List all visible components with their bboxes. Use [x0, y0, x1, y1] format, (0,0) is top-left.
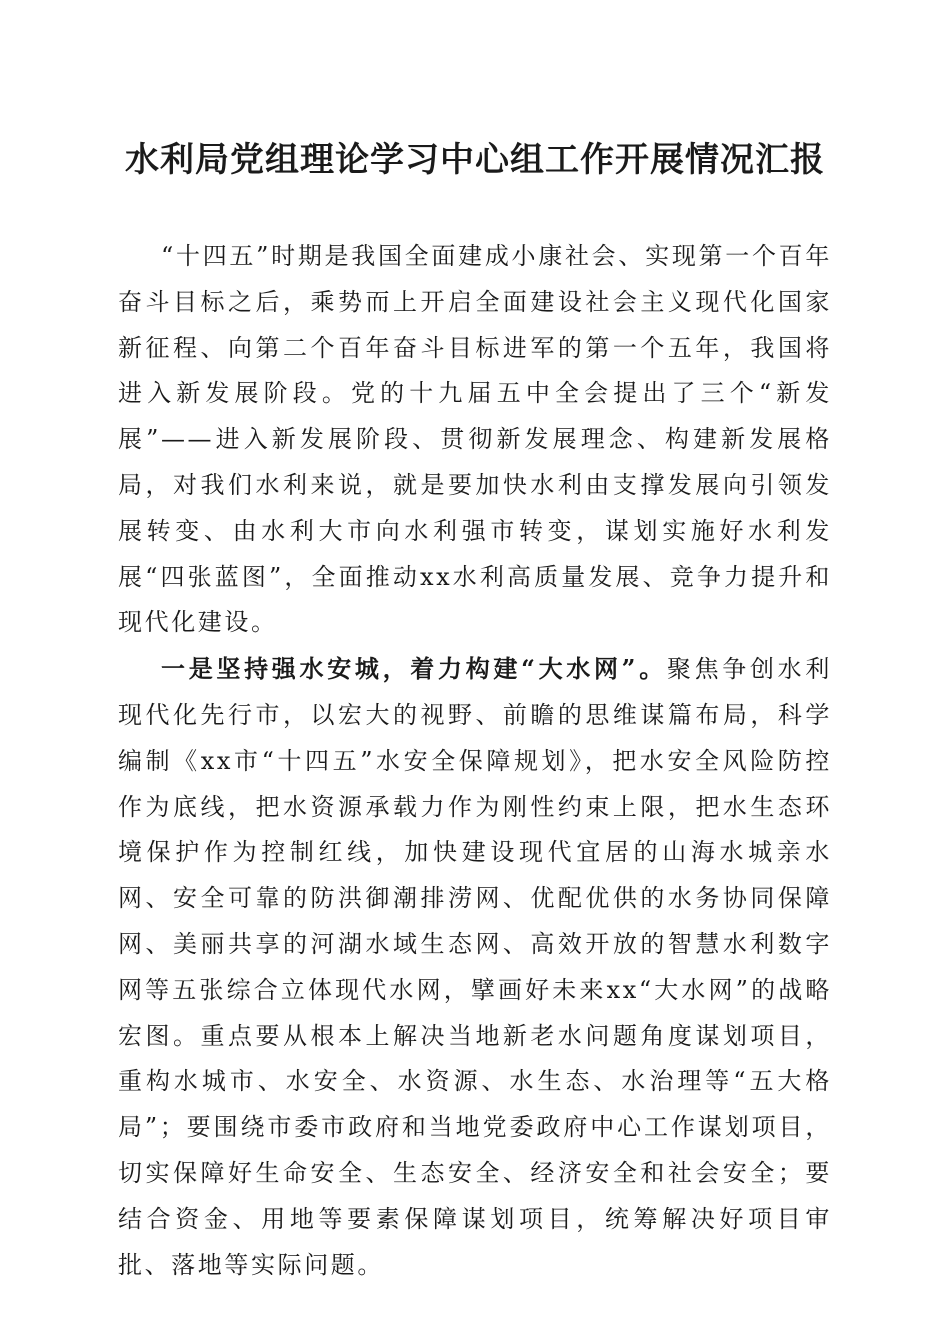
- intro-paragraph: [118, 233, 832, 646]
- paragraph-text: 聚焦争创水利现代化先行市，以宏大的视野、前瞻的思维谋篇布局，科学编制《xx市“十四五”水安全保障规划》，把水安全风险防控作为底线，把水资源承载力作为刚性约束上限，把水生态环境保护作为控制红线，加快建设现代宜居的山海水城亲水网、安全可靠的防洪御潮排涝网、优配优供的水务协同保障网、美丽共享的河湖水域生态网、高效开放的智慧水利数字网等五张综合立体现代水网，擘画好未来xx“大水网”的战略宏图。重点要从根本上解决当地新老水问题角度谋划项目，重构水城市、水安全、水资源、水生态、水治理等“五大格局”；要围绕市委市政府和当地党委政府中心工作谋划项目，切实保障好生命安全、生态安全、经济安全和社会安全；要结合资金、用地等要素保障谋划项目，统筹解决好项目审批、落地等实际问题。: [118, 655, 832, 1279]
- document-body: [118, 233, 832, 1288]
- section-one-paragraph: [118, 646, 832, 1288]
- section-one-heading: 一是坚持强水安城，着力构建“大水网”。: [161, 654, 667, 684]
- paragraph-text: “十四五”时期是我国全面建成小康社会、实现第一个百年奋斗目标之后，乘势而上开启全面建设社会主义现代化国家新征程、向第二个百年奋斗目标进军的第一个五年，我国将进入新发展阶段。党的十九届五中全会提出了三个“新发展”——进入新发展阶段、贯彻新发展理念、构建新发展格局，对我们水利来说，就是要加快水利由支撑发展向引领发展转变、由水利大市向水利强市转变，谋划实施好水利发展“四张蓝图”，全面推动xx水利高质量发展、竞争力提升和现代化建设。: [118, 242, 832, 637]
- document-title: 水利局党组理论学习中心组工作开展情况汇报: [125, 140, 825, 180]
